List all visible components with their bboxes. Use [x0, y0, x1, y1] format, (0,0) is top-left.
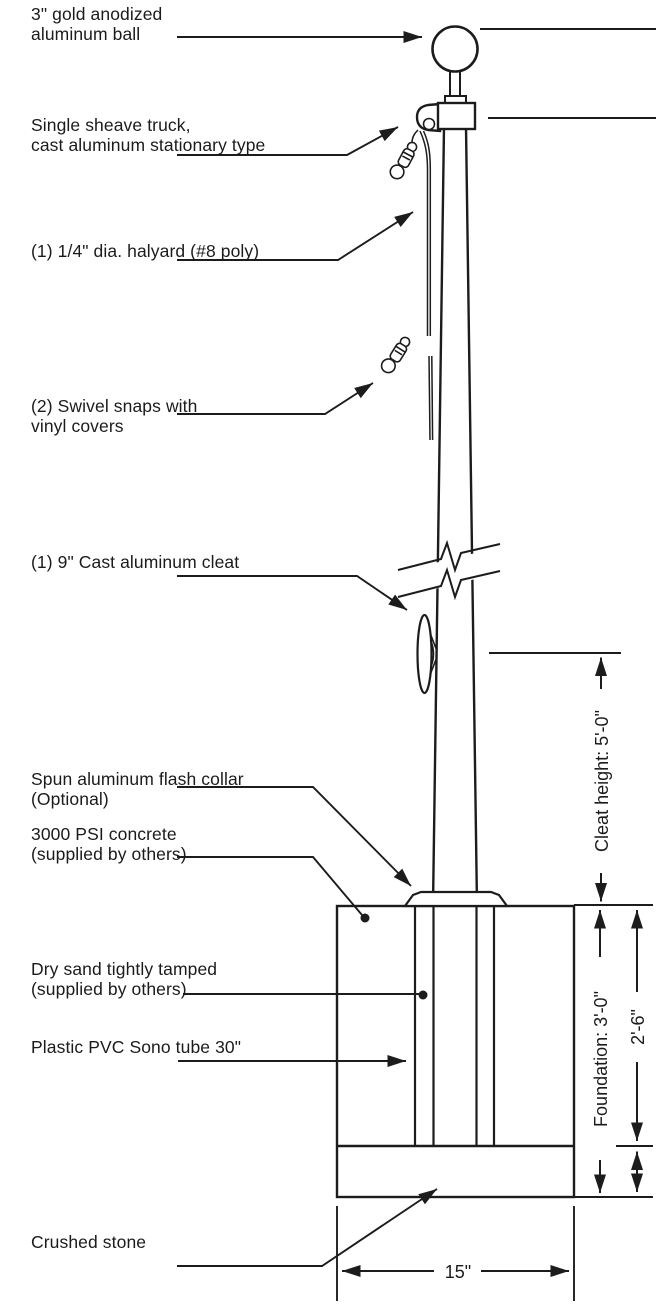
label-cleat-line1: (1) 9" Cast aluminum cleat: [31, 552, 240, 572]
label-concrete-line1: 3000 PSI concrete: [31, 824, 177, 844]
label-halyard: [31, 241, 259, 261]
swivel-snap-upper: [388, 139, 419, 181]
label-sand-line2: (supplied by others): [31, 979, 187, 999]
label-collar-line2: (Optional): [31, 789, 109, 809]
label-pvc-line1: Plastic PVC Sono tube 30": [31, 1037, 242, 1057]
label-snaps-line2: vinyl covers: [31, 416, 124, 436]
label-concrete-line2: (supplied by others): [31, 844, 187, 864]
label-ball: [31, 4, 162, 44]
label-stone-line1: Crushed stone: [31, 1232, 147, 1252]
label-flash-collar: [31, 769, 244, 809]
label-concrete: [31, 824, 187, 864]
pole-shaft: [433, 127, 477, 906]
gold-ball-finial: [433, 27, 478, 105]
label-halyard-line1: (1) 1/4" dia. halyard (#8 poly): [31, 241, 260, 261]
foundation-outline: [337, 906, 574, 1197]
label-truck-line1: Single sheave truck,: [31, 115, 191, 135]
label-collar-line1: Spun aluminum flash collar: [31, 769, 244, 789]
swivel-snap-lower: [379, 334, 412, 376]
label-truck: [31, 115, 265, 155]
dim-base-width: 15": [444, 1262, 472, 1282]
label-cleat: [31, 552, 239, 572]
label-crushed-stone: [31, 1232, 146, 1252]
label-truck-line2: cast aluminum stationary type: [31, 135, 266, 155]
label-ball-line2: aluminum ball: [31, 24, 141, 44]
dim-foundation-depth: Foundation: 3'-0": [591, 991, 611, 1127]
halyard-rope: [412, 130, 433, 440]
sheave-truck: [417, 103, 475, 131]
dim-cleat-height: Cleat height: 5'-0": [592, 710, 612, 852]
flash-collar-shape: [405, 892, 507, 906]
label-snaps-line1: (2) Swivel snaps with: [31, 396, 198, 416]
dim-tube-depth: 2'-6": [628, 1009, 648, 1045]
label-sand: [31, 959, 217, 999]
label-pvc-tube: [31, 1037, 241, 1057]
label-snaps: [31, 396, 197, 436]
label-sand-line1: Dry sand tightly tamped: [31, 959, 218, 979]
cleat-shape: [418, 615, 438, 693]
label-ball-line1: 3" gold anodized: [31, 4, 163, 24]
